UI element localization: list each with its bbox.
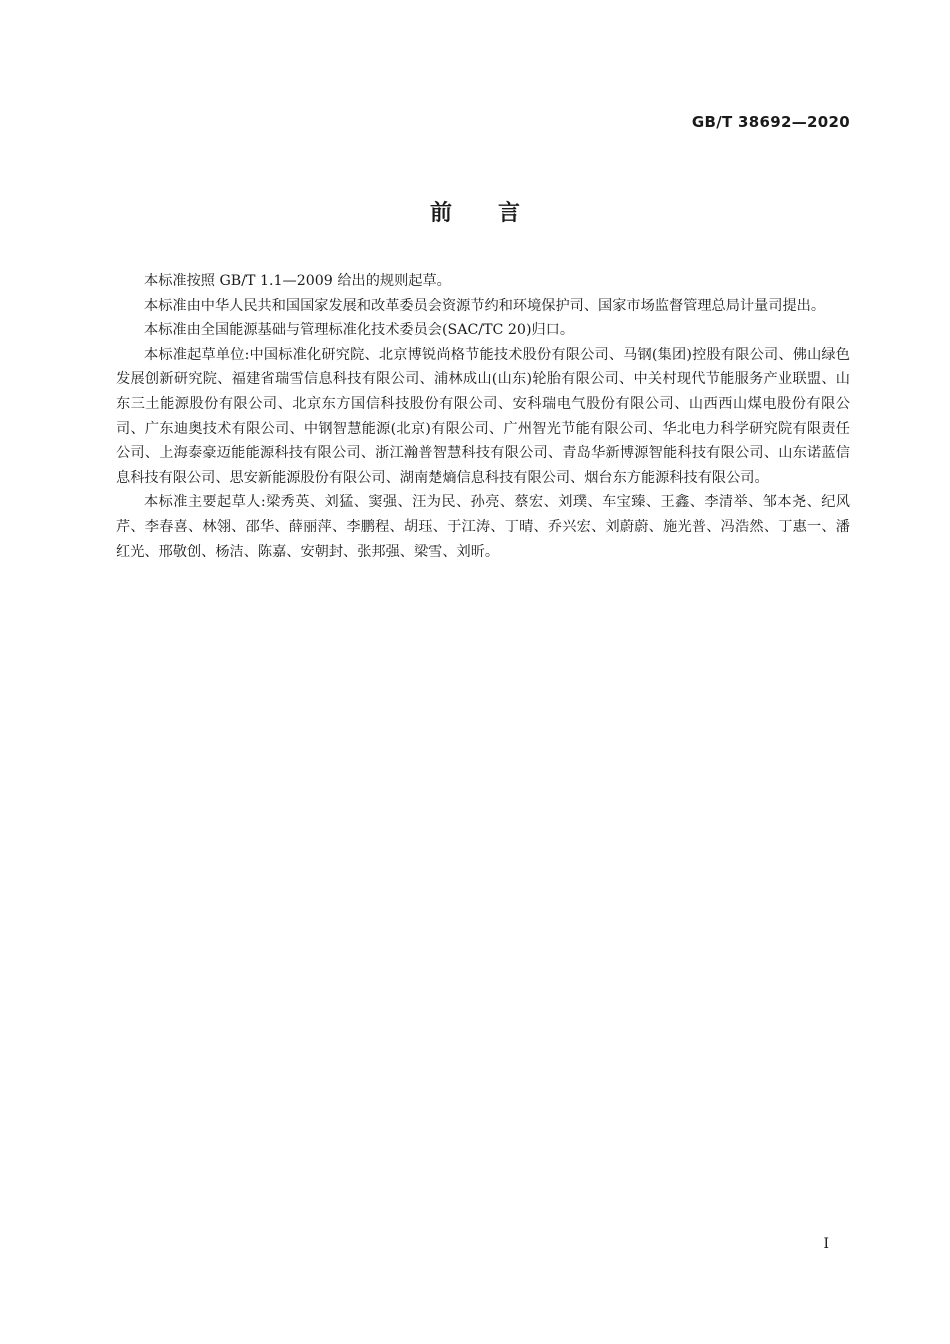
title-char-2: 言 bbox=[498, 201, 521, 226]
paragraph-committee: 本标准由全国能源基础与管理标准化技术委员会(SAC/TC 20)归口。 bbox=[144, 322, 575, 339]
page-title bbox=[0, 196, 950, 227]
title-char-1: 前 bbox=[429, 201, 452, 226]
paragraph-drafters: 本标准主要起草人:梁秀英、刘猛、窦强、汪为民、孙亮、蔡宏、刘璞、车宝臻、王鑫、李清举、邹本尧、纪风芹、李春喜、林翎、邵华、薛丽萍、李鹏程、胡珏、于江涛、丁晴、乔兴宏、刘蔚蔚、施光普、冯浩然、丁惠一、潘红光、邢敬创、杨洁、陈嘉、安朝封、张邦强、梁雪、刘昕。 bbox=[116, 494, 850, 560]
standard-number: GB/T 38692—2020 bbox=[691, 113, 850, 131]
paragraph-proposer: 本标准由中华人民共和国国家发展和改革委员会资源节约和环境保护司、国家市场监督管理总局计量司提出。 bbox=[144, 297, 826, 314]
foreword-body bbox=[116, 269, 850, 564]
paragraph-drafting-units: 本标准起草单位:中国标准化研究院、北京博锐尚格节能技术股份有限公司、马钢(集团)控股有限公司、佛山绿色发展创新研究院、福建省瑞雪信息科技有限公司、浦林成山(山东)轮胎有限公司、中关村现代节能服务产业联盟、山东三土能源股份有限公司、北京东方国信科技股份有限公司、安科瑞电气股份有限公司、山西西山煤电股份有限公司、广东迪奥技术有限公司、中钢智慧能源(北京)有限公司、广州智光节能有限公司、华北电力科学研究院有限责任公司、上海泰豪迈能能源科技有限公司、浙江瀚普智慧科技有限公司、青岛华新博源智能科技有限公司、山东诺蓝信息科技有限公司、思安新能源股份有限公司、湖南楚熵信息科技有限公司、烟台东方能源科技有限公司。 bbox=[116, 346, 850, 486]
page-number: I bbox=[823, 1236, 829, 1252]
paragraph-drafting-rules: 本标准按照 GB/T 1.1—2009 给出的规则起草。 bbox=[144, 273, 451, 289]
